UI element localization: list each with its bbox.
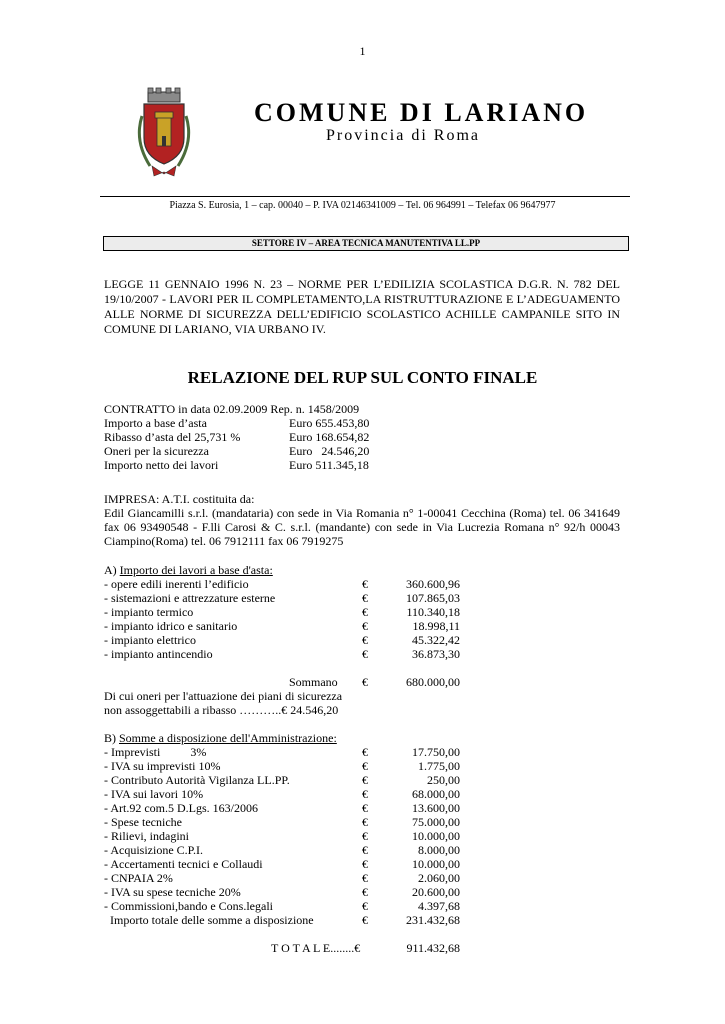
line-item-value: 10.000,00 — [412, 857, 460, 871]
contract-line — [0, 458, 725, 472]
line-item-currency: € — [362, 745, 368, 759]
line-item-value: 13.600,00 — [412, 801, 460, 815]
line-item-row — [0, 857, 725, 871]
firm-description: Edil Giancamilli s.r.l. (mandataria) con sede in Via Romania n° 1-00041 Cecchina (Roma) tel. 06 341649 fax 06 93490548 - F.lli Carosi & C. s.r.l. (mandante) con sede in Via Lucrezia Romana n° 92/h 00043 Ciampino(Roma) tel. 06 7912111 fax 06 7919275 — [104, 506, 620, 548]
page-number: 1 — [359, 44, 366, 58]
line-item-label: - Spese tecniche — [104, 815, 182, 829]
line-item-label: - CNPAIA 2% — [104, 871, 173, 885]
line-item-row — [0, 885, 725, 899]
line-item-row — [0, 759, 725, 773]
line-item-label: - opere edili inerenti l’edificio — [104, 577, 249, 591]
section-b-heading: Somme a disposizione dell'Amministrazione: — [119, 731, 337, 745]
safety-note-line: Di cui oneri per l'attuazione dei piani di sicurezza — [104, 689, 343, 703]
line-item-currency: € — [362, 885, 368, 899]
line-item-currency: € — [362, 605, 368, 619]
line-item-label: - sistemazioni e attrezzature esterne — [104, 591, 276, 605]
organization-address: Piazza S. Eurosia, 1 – cap. 00040 – P. IVA 02146341009 – Tel. 06 964991 – Telefax 06 9647977 — [169, 200, 556, 211]
contract-line — [0, 416, 725, 430]
contract-label: CONTRATTO in data 02.09.2009 Rep. n. 1458/2009 — [104, 402, 360, 416]
report-title: RELAZIONE DEL RUP SUL CONTO FINALE — [187, 368, 538, 387]
line-item-row — [0, 829, 725, 843]
contract-amount: Euro 168.654,82 — [289, 430, 370, 444]
line-item-value: 1.775,00 — [418, 759, 460, 773]
safety-note-line: non assoggettabili a ribasso ………..€ 24.546,20 — [104, 703, 339, 717]
line-item-value: 75.000,00 — [412, 815, 460, 829]
line-item-currency: € — [362, 619, 368, 633]
line-item-row — [0, 913, 725, 927]
line-item-value: 20.600,00 — [412, 885, 460, 899]
line-item-currency: € — [362, 759, 368, 773]
line-item-currency: € — [362, 787, 368, 801]
line-item-row — [0, 815, 725, 829]
contract-line — [0, 402, 725, 416]
line-item-currency: € — [362, 871, 368, 885]
contract-label: Ribasso d’asta del 25,731 % — [104, 430, 241, 444]
grand-total-label: T O T A L E........€ — [271, 941, 361, 955]
contract-label: Importo netto dei lavori — [104, 458, 219, 472]
sum-currency: € — [362, 675, 368, 689]
line-item-row — [0, 605, 725, 619]
line-item-row — [0, 577, 725, 591]
line-item-currency: € — [362, 857, 368, 871]
line-item-currency: € — [362, 815, 368, 829]
line-item-value: 36.873,30 — [412, 647, 460, 661]
line-item-label: - Commissioni,bando e Cons.legali — [104, 899, 273, 913]
line-item-row — [0, 787, 725, 801]
section-a-heading-row — [0, 563, 725, 577]
line-item-label: - Acquisizione C.P.I. — [104, 843, 203, 857]
line-item-row — [0, 773, 725, 787]
section-b-heading-row — [0, 731, 725, 745]
line-item-label: - impianto antincendio — [104, 647, 213, 661]
line-item-row — [0, 843, 725, 857]
line-item-value: 4.397,68 — [418, 899, 460, 913]
firm-block — [104, 492, 620, 548]
line-item-value: 68.000,00 — [412, 787, 460, 801]
line-item-value: 8.000,00 — [418, 843, 460, 857]
sum-label: Sommano — [289, 675, 338, 689]
line-item-row — [0, 745, 725, 759]
line-item-label: Importo totale delle somme a disposizione — [104, 913, 314, 927]
line-item-row — [0, 801, 725, 815]
law-reference-paragraph: LEGGE 11 GENNAIO 1996 N. 23 – NORME PER L’EDILIZIA SCOLASTICA D.G.R. N. 782 DEL 19/10/2007 - LAVORI PER IL COMPLETAMENTO,LA RISTRUTTURAZIONE E L’ADEGUAMENTO ALLE NORME DI SICUREZZA DELL’EDIFICIO SCOLASTICO ACHILLE CAMPANILE SITO IN COMUNE DI LARIANO, VIA URBANO IV. — [104, 277, 620, 336]
line-item-currency: € — [362, 899, 368, 913]
section-b-prefix: B) — [104, 731, 119, 745]
contract-label: Oneri per la sicurezza — [104, 444, 209, 458]
line-item-label: - IVA sui lavori 10% — [104, 787, 204, 801]
line-item-value: 17.750,00 — [412, 745, 460, 759]
line-item-value: 18.998,11 — [412, 619, 460, 633]
municipal-crest-logo — [130, 86, 198, 180]
line-item-label: - impianto elettrico — [104, 633, 196, 647]
grand-total-row — [0, 941, 725, 955]
section-a-heading: Importo dei lavori a base d'asta: — [119, 563, 273, 577]
line-item-label: - Rilievi, indagini — [104, 829, 189, 843]
line-item-value: 110.340,18 — [406, 605, 460, 619]
line-item-value: 2.060,00 — [418, 871, 460, 885]
contract-amount: Euro 511.345,18 — [289, 458, 369, 472]
firm-heading: IMPRESA: A.T.I. costituita da: — [104, 492, 255, 506]
line-item-value: 45.322,42 — [412, 633, 460, 647]
organization-name: COMUNE DI LARIANO — [254, 98, 589, 127]
line-item-label: - IVA su imprevisti 10% — [104, 759, 221, 773]
contract-amount: Euro 655.453,80 — [289, 416, 370, 430]
section-a-prefix: A) — [104, 563, 120, 577]
section-a-sum-row — [0, 675, 725, 689]
line-item-currency: € — [362, 633, 368, 647]
line-item-row — [0, 871, 725, 885]
sum-value: 680.000,00 — [406, 675, 460, 689]
line-item-value: 360.600,96 — [406, 577, 460, 591]
line-item-currency: € — [362, 829, 368, 843]
line-item-row — [0, 899, 725, 913]
line-item-label: - impianto termico — [104, 605, 194, 619]
contract-amount: Euro 24.546,20 — [289, 444, 370, 458]
grand-total-value: 911.432,68 — [406, 941, 460, 955]
header-divider — [100, 196, 630, 197]
line-item-currency: € — [362, 773, 368, 787]
line-item-label: - impianto idrico e sanitario — [104, 619, 238, 633]
organization-province: Provincia di Roma — [326, 127, 480, 144]
line-item-row — [0, 647, 725, 661]
safety-note-row — [0, 689, 725, 703]
line-item-label: - Imprevisti 3% — [104, 745, 207, 759]
line-item-currency: € — [362, 591, 368, 605]
line-item-value: 10.000,00 — [412, 829, 460, 843]
line-item-currency: € — [362, 647, 368, 661]
safety-note-row — [0, 703, 725, 717]
contract-label: Importo a base d’asta — [104, 416, 207, 430]
line-item-currency: € — [362, 843, 368, 857]
line-item-value: 250,00 — [427, 773, 460, 787]
line-item-label: - IVA su spese tecniche 20% — [104, 885, 241, 899]
line-item-currency: € — [362, 577, 368, 591]
line-item-label: - Contributo Autorità Vigilanza LL.PP. — [104, 773, 290, 787]
line-item-label: - Art.92 com.5 D.Lgs. 163/2006 — [104, 801, 258, 815]
sector-banner: SETTORE IV – AREA TECNICA MANUTENTIVA LL.PP — [103, 236, 629, 251]
line-item-value: 231.432,68 — [406, 913, 460, 927]
line-item-value: 107.865,03 — [406, 591, 460, 605]
line-item-row — [0, 591, 725, 605]
contract-line — [0, 430, 725, 444]
contract-line — [0, 444, 725, 458]
line-item-row — [0, 619, 725, 633]
line-item-currency: € — [362, 801, 368, 815]
line-item-label: - Accertamenti tecnici e Collaudi — [104, 857, 263, 871]
line-item-row — [0, 633, 725, 647]
line-item-currency: € — [362, 913, 368, 927]
